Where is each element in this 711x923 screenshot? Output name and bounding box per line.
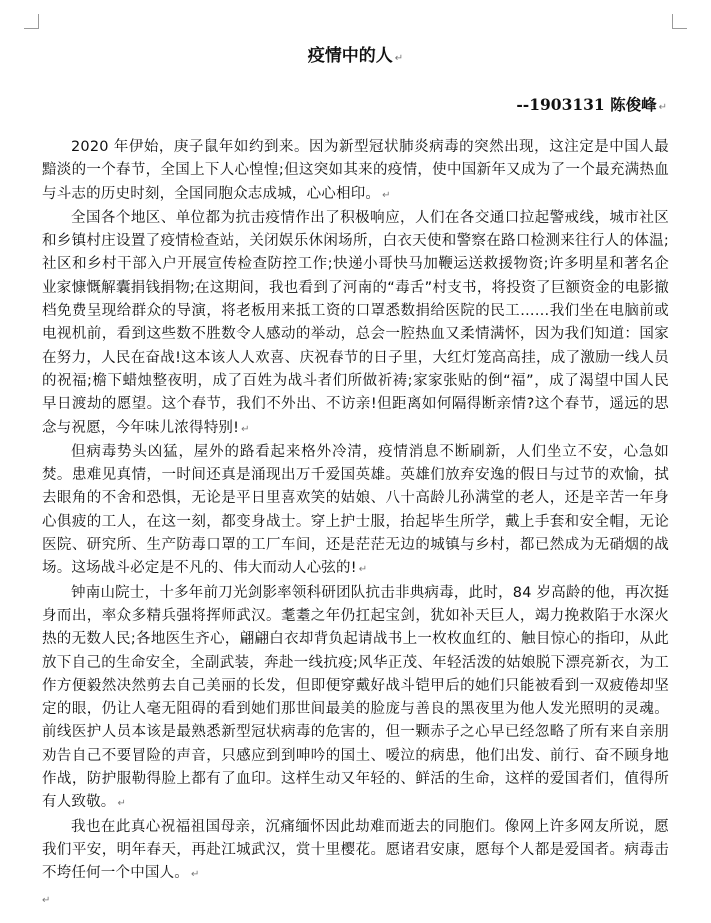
paragraph-mark-icon: ↵ [241,423,250,435]
paragraph-text: 2020 年伊始，庚子鼠年如约到来。因为新型冠状肺炎病毒的突然出现，这注定是中国人最黯淡的一个春节，全国上下人心惶惶;但这突如其来的疫情，使中国新年又成为了一个最充满热血与斗志的历史时刻，全国同胞众志成城，心心相印。 [42,139,669,202]
paragraph-text: 但病毒势头凶猛，屋外的路看起来格外冷清，疫情消息不断刷新，人们坐立不安，心急如焚。患难见真情，一时间还真是涌现出万千爱国英雄。英雄们放弃安逸的假日与过节的欢愉，拭去眼角的不舍和恐惧，无论是平日里喜欢笑的姑娘、八十高龄儿孙满堂的老人，还是辛苦一年身心俱疲的工人，在这一刻，都变身战士。穿上护士服，抬起毕生所学，戴上手套和安全帽，无论医院、研究所、生产防毒口罩的工厂车间，还是茫茫无边的城镇与乡村，都已然成为无硝烟的战场。这场战斗必定是不凡的、伟大而动人心弦的! [42,443,669,577]
paragraph-text: 我也在此真心祝福祖国母亲，沉痛缅怀因此劫难而逝去的同胞们。像网上许多网友所说，愿我们平安，明年春天，再赴江城武汉，赏十里樱花。愿诸君安康，愿每个人都是爱国者。病毒击不垮任何一个中国人。 [42,818,669,882]
document-body[interactable] [42,136,669,887]
author-text: --1903131 陈俊峰 [516,95,657,114]
crop-mark-top-right [672,14,687,29]
paragraph-5[interactable] [42,816,669,887]
paragraph-mark-icon: ↵ [42,895,51,906]
document-title: 疫情中的人 [307,46,393,66]
paragraph-mark-icon: ↵ [658,102,667,113]
paragraph-mark-icon: ↵ [191,869,200,881]
paragraph-mark-icon: ↵ [382,189,391,201]
paragraph-mark-icon: ↵ [394,53,404,64]
document-title-line[interactable] [0,44,711,71]
paragraph-4[interactable] [42,582,669,816]
crop-mark-top-left [24,14,39,29]
paragraph-text: 钟南山院士，十多年前刀光剑影率领科研团队抗击非典病毒，此时，84 岁高龄的他，再次挺身而出，率众多精兵强将挥师武汉。耄耋之年仍扛起宝剑，犹如补天巨人，竭力挽救陷于水深火热的无数人民;各地医生齐心，翩翩白衣却背负起请战书上一枚枚血红的、触目惊心的指印，从此放下自己的生命安全，全副武装，奔赴一线抗疫;风华正茂、年轻活泼的姑娘脱下漂亮新衣，为工作方便毅然决然剪去自己美丽的长发，但即便穿戴好战斗铠甲后的她们只能被看到一双疲倦却坚定的眼，仍让人毫无阻碍的看到她们那世间最美的脸庞与善良的黑夜里为他人发光照明的灵魂。前线医护人员本该是最熟悉新型冠状病毒的危害的，但一颗赤子之心早已经忽略了所有来自亲朋劝告自己不要冒险的声音，只感应到到呻吟的国土、嗳泣的病患，他们出发、前行、奋不顾身地作战，防护服勒得脸上都有了血印。这样生动又年轻的、鲜活的生命，这样的爱国者们，值得所有人致敬。 [42,584,669,811]
paragraph-mark-icon: ↵ [117,798,127,810]
paragraph-mark-icon: ↵ [358,564,368,576]
author-line[interactable] [516,94,667,119]
paragraph-2[interactable] [42,207,669,441]
paragraph-text: 全国各个地区、单位都为抗击疫情作出了积极响应，人们在各交通口拉起警戒线，城市社区和乡镇村庄设置了疫情检查站，关闭娱乐休闲场所，白衣天使和警察在路口检测来往行人的体温;社区和乡村干部入户开展宣传检查防控工作;快递小哥快马加鞭运送救援物资;许多明星和著名企业家慷慨解囊捐钱捐物;在这期间，我也看到了河南的“毒舌”村支书，将投资了巨额资金的电影撤档免费呈现给群众的导演，将老板用来抵工资的口罩悉数捐给医院的民工……我们坐在电脑前或电视机前，看到这些数不胜数令人感动的举动，总会一腔热血又柔情满怀，因为我们知道：国家在努力，人民在奋战!这本该人人欢喜、庆祝春节的日子里，大红灯笼高高挂，成了激励一线人员的祝福;檐下蜡烛整夜明，成了百姓为战斗者们所做祈祷;家家张贴的倒“福”，成了渴望中国人民早日渡劫的愿望。这个春节，我们不外出、不访亲!但距离如何隔得断亲情?这个春节，遥远的思念与祝愿，今年味儿浓得特别! [42,209,669,436]
paragraph-3[interactable] [42,441,669,582]
paragraph-1[interactable] [42,136,669,207]
